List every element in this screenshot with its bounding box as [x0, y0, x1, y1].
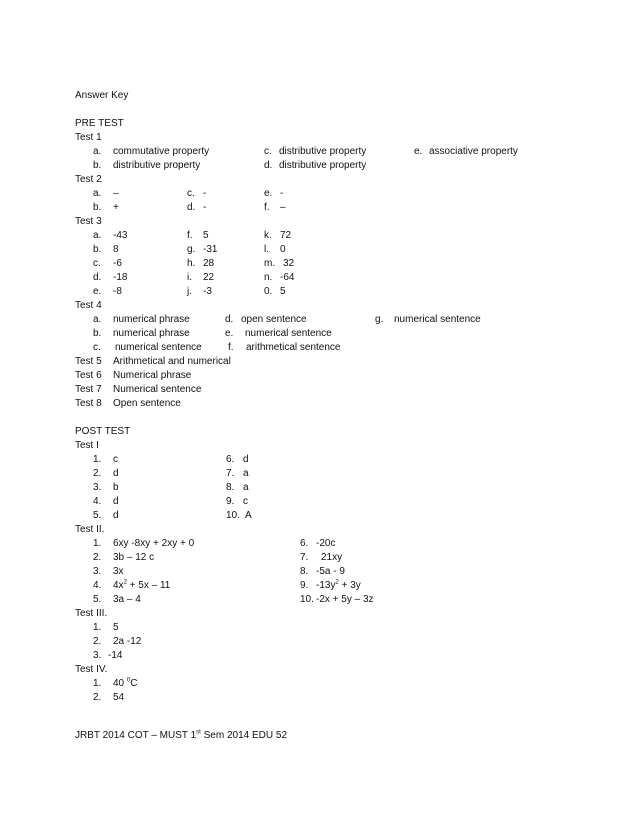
- item-value: 3x: [113, 566, 124, 577]
- item-value: numerical sentence: [115, 342, 202, 353]
- item-key: 4.: [93, 580, 102, 591]
- item-value: –: [280, 202, 286, 213]
- item-key: c.: [93, 258, 101, 269]
- item-key: j.: [187, 286, 192, 297]
- item-value: distributive property: [279, 160, 367, 171]
- item-key: 7.: [300, 552, 309, 563]
- test-label: Test 5: [75, 356, 102, 367]
- item-value: -43: [113, 230, 128, 241]
- item-key: 5.: [93, 510, 102, 521]
- item-value: 28: [203, 258, 215, 269]
- item-value: 2a -12: [113, 636, 142, 647]
- item-key: 10.: [226, 510, 240, 521]
- item-key: d.: [187, 202, 196, 213]
- item-key: 3.: [93, 566, 102, 577]
- item-key: d.: [264, 160, 273, 171]
- item-value: -18: [113, 272, 128, 283]
- item-value: 3b – 12 c: [113, 552, 155, 563]
- item-key: e.: [264, 188, 273, 199]
- item-value: -: [203, 188, 207, 199]
- item-key: f.: [264, 202, 270, 213]
- item-value: -14: [108, 650, 123, 661]
- item-value: d: [113, 496, 119, 507]
- item-value: $-13y^2 + 3y$: [316, 579, 361, 591]
- item-value: -3: [203, 286, 212, 297]
- item-key: c.: [264, 146, 272, 157]
- test-label: Test 7: [75, 384, 102, 395]
- test-4-label: Test 4: [75, 300, 102, 311]
- item-value: -31: [203, 244, 218, 255]
- item-key: k.: [264, 230, 272, 241]
- item-value: -5a - 9: [316, 566, 345, 577]
- item-key: 3.: [93, 482, 102, 493]
- item-value: c: [243, 496, 248, 507]
- item-key: d.: [225, 314, 234, 325]
- item-key: 3.: [93, 650, 102, 661]
- item-value: associative property: [429, 146, 518, 157]
- item-key: l.: [264, 244, 269, 255]
- item-value: 0: [280, 244, 286, 255]
- item-value: numerical sentence: [394, 314, 481, 325]
- test-label: Test 6: [75, 370, 102, 381]
- item-key: b.: [93, 160, 102, 171]
- item-key: b.: [93, 328, 102, 339]
- item-key: 8.: [300, 566, 309, 577]
- footer-text: JRBT 2014 COT – MUST 1: [75, 730, 197, 741]
- item-key: d.: [93, 272, 102, 283]
- test-answer: Arithmetical and numerical: [113, 356, 231, 367]
- item-key: c.: [93, 342, 101, 353]
- item-value: -2x + 5y – 3z: [316, 594, 374, 605]
- item-key: g.: [187, 244, 196, 255]
- item-value: -6: [113, 258, 122, 269]
- test-answer: Numerical sentence: [113, 384, 202, 395]
- item-value: 21xy: [321, 552, 343, 563]
- item-value: 6xy -8xy + 2xy + 0: [113, 538, 195, 549]
- item-value: 54: [113, 692, 125, 703]
- item-key: 2.: [93, 468, 102, 479]
- item-key: 9.: [300, 580, 309, 591]
- item-value: b: [113, 482, 119, 493]
- item-key: c.: [187, 188, 195, 199]
- item-value: $4x^2 + 5x - 11$: [113, 579, 171, 591]
- item-key: 1.: [93, 538, 102, 549]
- item-value: arithmetical sentence: [246, 342, 341, 353]
- item-key: 1.: [93, 622, 102, 633]
- item-key: 10.: [300, 594, 314, 605]
- item-value: 32: [283, 258, 295, 269]
- item-key: e.: [225, 328, 234, 339]
- item-key: a.: [93, 188, 102, 199]
- item-value: 8: [113, 244, 119, 255]
- test-ii-label: Test II.: [75, 524, 105, 535]
- item-value: d: [113, 510, 119, 521]
- footer-superscript: st: [196, 729, 201, 736]
- item-value: commutative property: [113, 146, 210, 157]
- item-key: e.: [93, 286, 102, 297]
- test-1-label: Test 1: [75, 132, 102, 143]
- item-value: d: [113, 468, 119, 479]
- item-key: 2.: [93, 636, 102, 647]
- item-value: 22: [203, 272, 215, 283]
- test-3-label: Test 3: [75, 216, 102, 227]
- item-value: -20c: [316, 538, 336, 549]
- item-value: numerical phrase: [113, 328, 190, 339]
- item-value: numerical phrase: [113, 314, 190, 325]
- item-key: e.: [414, 146, 423, 157]
- item-key: 1.: [93, 678, 102, 689]
- page-footer: [75, 729, 287, 743]
- item-key: 5.: [93, 594, 102, 605]
- item-key: 2.: [93, 692, 102, 703]
- item-value: numerical sentence: [245, 328, 332, 339]
- item-key: 6.: [300, 538, 309, 549]
- item-key: 9.: [226, 496, 235, 507]
- item-value: open sentence: [241, 314, 307, 325]
- item-key: i.: [187, 272, 192, 283]
- item-key: 7.: [226, 468, 235, 479]
- pre-test-title: PRE TEST: [75, 118, 124, 129]
- item-value: a: [243, 468, 249, 479]
- item-key: h.: [187, 258, 196, 269]
- item-value: -: [203, 202, 207, 213]
- item-key: f.: [228, 342, 234, 353]
- post-test-title: POST TEST: [75, 426, 131, 437]
- test-2-label: Test 2: [75, 174, 102, 185]
- item-key: 8.: [226, 482, 235, 493]
- item-value: 5: [203, 230, 209, 241]
- item-key: f.: [187, 230, 193, 241]
- document-heading: Answer Key: [75, 90, 129, 101]
- footer-text: Sem 2014 EDU 52: [200, 730, 288, 741]
- item-value: -8: [113, 286, 122, 297]
- item-key: a.: [93, 314, 102, 325]
- item-key: b.: [93, 202, 102, 213]
- item-key: m.: [264, 258, 276, 269]
- test-iii-label: Test III.: [75, 608, 108, 619]
- item-value: 5: [280, 286, 286, 297]
- item-key: n.: [264, 272, 273, 283]
- item-key: 2.: [93, 552, 102, 563]
- item-value: 72: [280, 230, 292, 241]
- item-key: a.: [93, 146, 102, 157]
- item-value: –: [113, 188, 119, 199]
- item-key: 0.: [264, 286, 273, 297]
- item-value: A: [245, 510, 252, 521]
- item-value: c: [113, 454, 118, 465]
- item-value: -64: [280, 272, 295, 283]
- item-value: distributive property: [113, 160, 201, 171]
- item-key: g.: [375, 314, 384, 325]
- item-value: -: [280, 188, 284, 199]
- item-key: b.: [93, 244, 102, 255]
- item-key: 1.: [93, 454, 102, 465]
- test-answer: Numerical phrase: [113, 370, 192, 381]
- item-key: 6.: [226, 454, 235, 465]
- item-value: a: [243, 482, 249, 493]
- item-value: +: [113, 202, 119, 213]
- item-value: 5: [113, 622, 119, 633]
- test-label: Test 8: [75, 398, 102, 409]
- test-answer: Open sentence: [113, 398, 181, 409]
- item-value: distributive property: [279, 146, 367, 157]
- item-value: 40 $^0$C: [113, 677, 138, 689]
- item-key: a.: [93, 230, 102, 241]
- test-i-label: Test I: [75, 440, 99, 451]
- item-key: 4.: [93, 496, 102, 507]
- test-iv-label: Test IV.: [75, 664, 108, 675]
- item-value: 3a – 4: [113, 594, 141, 605]
- item-value: d: [243, 454, 249, 465]
